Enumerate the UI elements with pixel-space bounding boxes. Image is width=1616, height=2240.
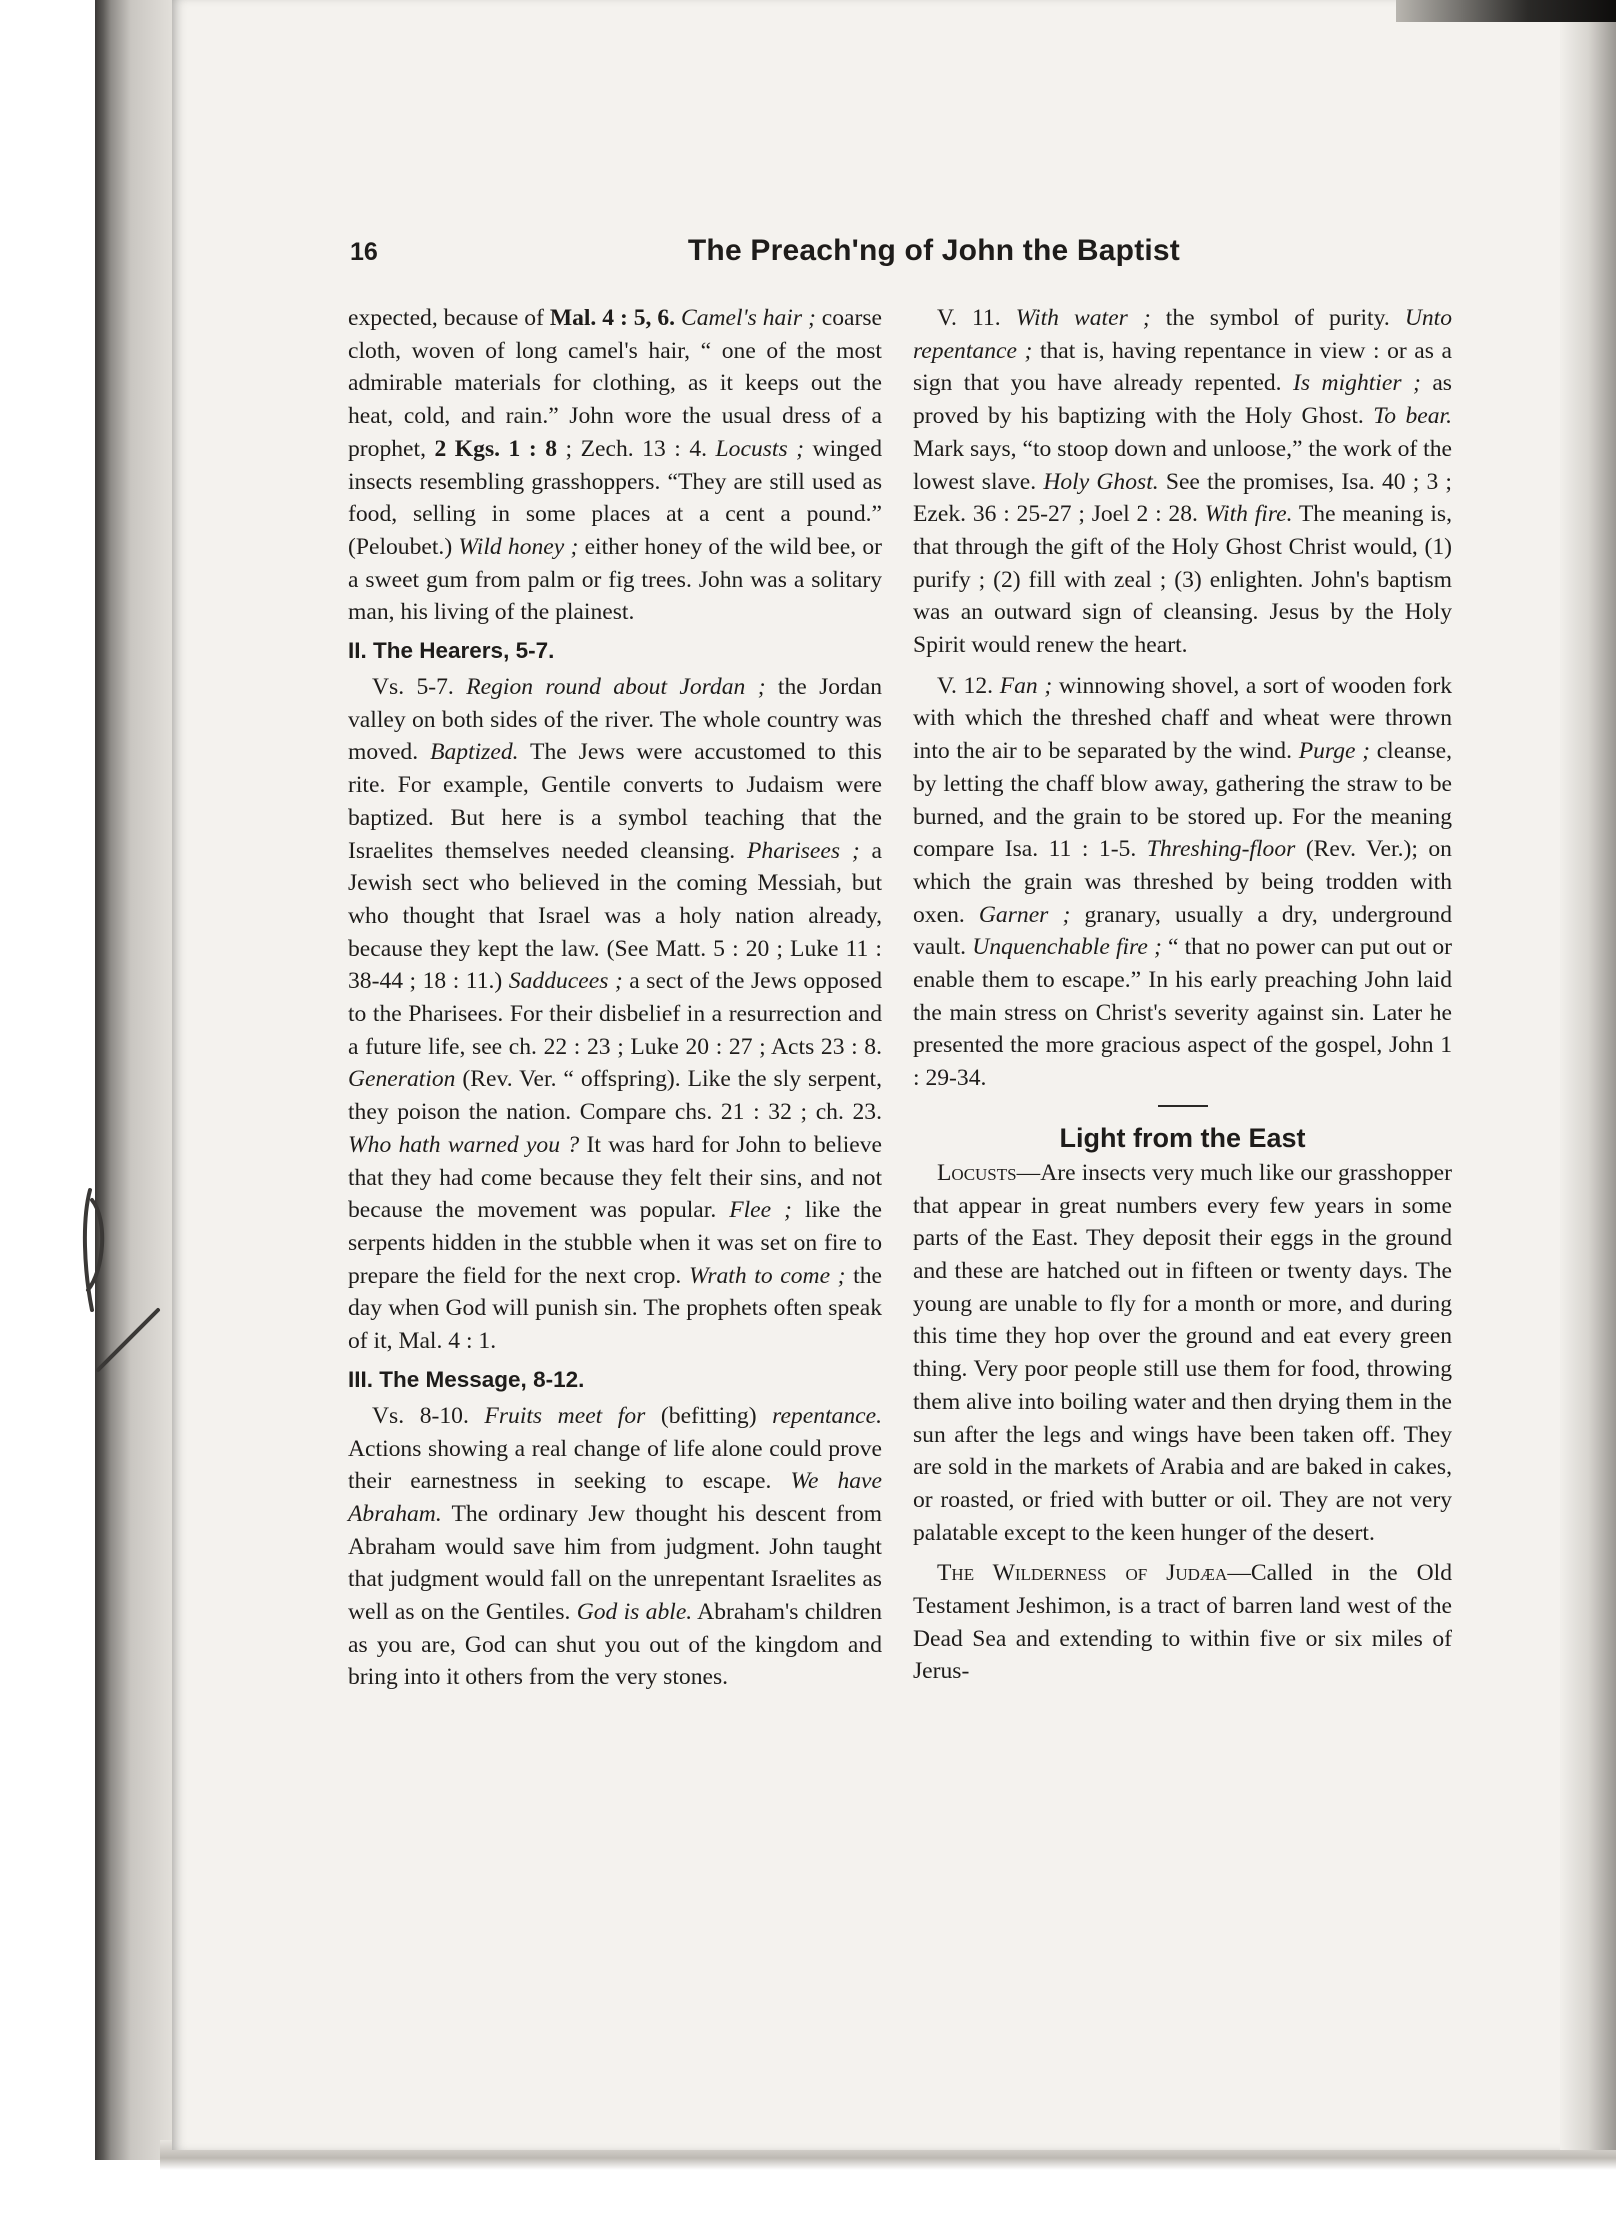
text-run: Actions showing a real change of life alone could prove their earnestness in seeking to escape. <box>348 1435 882 1495</box>
page-number: 16 <box>350 238 378 266</box>
text-run: V. 12. <box>937 672 1000 699</box>
term: Flee ; <box>729 1197 792 1224</box>
term: Generation <box>348 1066 456 1093</box>
text-run: (befitting) <box>645 1402 773 1429</box>
term: Who hath warned you ? <box>348 1131 580 1158</box>
scan-top-shadow <box>1396 0 1616 22</box>
book-page-edges <box>95 0 175 2160</box>
text-run: See the promises, Isa. 40 ; 3 ; Ezek. 36 : 25-27 ; Joel 2 : 28. <box>913 468 1452 528</box>
text-run: cleanse, by letting the chaff blow away, gathering the straw to be burned, and the grain to be stored up. For the meaning compare Isa. 11 : 1-5. <box>913 738 1453 863</box>
text-run: —Are insects very much like our grasshopper that appear in great numbers every few years in some parts of the East. They deposit their eggs in the ground and these are hatched out in fifteen or twenty days. The young are unable to fly for a month or more, and during this time they hop over the ground and eat every green thing. Very poor people still use them for food, throwing them alive into boiling water and then drying them in the sun after the legs and wings have been taken off. They are sold in the markets of Arabia and are baked in cakes, or roasted, or fried with butter or oil. They are not very palatable except to the keen hunger of the desert. <box>913 1159 1452 1546</box>
text-run: coarse cloth, woven of long camel's hair, “ one of the most admirable materials for clothing, as it keeps out the heat, cold, and rain.” John wore the usual dress of a prophet, <box>348 305 882 462</box>
right-column <box>913 302 1452 1688</box>
text-run: the day when God will punish sin. The prophets often speak of it, Mal. 4 : 1. <box>348 1262 882 1355</box>
paragraph-wilderness <box>913 1557 1452 1688</box>
term: To bear. <box>1373 403 1452 430</box>
term: Holy Ghost. <box>1043 468 1159 495</box>
text-run: a Jewish sect who believed in the coming Messiah, but who thought that Israel was a holy nation already, because they kept the law. (See Matt. 5 : 20 ; Luke 11 : 38-44 ; 18 : 11.) <box>348 837 882 995</box>
section-heading-message: III. The Message, 8-12. <box>348 1366 585 1392</box>
box-title-light-from-east: Light from the East <box>1059 1122 1306 1153</box>
term: Threshing-floor <box>1146 836 1296 863</box>
text-run: like the serpents hidden in the stubble when it was set on fire to prepare the field for the next crop. <box>348 1197 883 1289</box>
text-run: 2 Kgs. 1 : 8 <box>434 435 558 462</box>
term: Baptized. <box>430 739 519 766</box>
term: Fruits meet for <box>484 1402 646 1429</box>
text-run: winged insects resembling grasshoppers. “They are still used as food, selling in some places at a cent a pound.” (Peloubet.) <box>348 435 882 560</box>
text-run: the Jordan valley on both sides of the river. The whole country was moved. <box>348 674 882 766</box>
small-caps-term: The Wilderness of Judæa <box>937 1560 1228 1587</box>
term: Locusts ; <box>715 435 805 462</box>
term: Unto repentance ; <box>913 305 1452 364</box>
term: Unquenchable fire ; <box>972 934 1162 961</box>
term: God is able. <box>576 1599 693 1626</box>
text-run: The Jews were accustomed to this rite. For example, Gentile converts to Judaism were baptized. But here is a symbol teaching that the Israelites themselves needed cleansing. <box>348 739 882 864</box>
text-run: the symbol of purity. <box>1150 305 1405 331</box>
text-run: Vs. 8-10. <box>372 1402 485 1429</box>
text-run: (Rev. Ver. “ offspring). Like the sly serpent, they poison the nation. Compare chs. 21 : 32 ; ch. 23. <box>348 1066 882 1126</box>
text-run: that is, having repentance in view : or as a sign that you have already repented. <box>913 337 1452 397</box>
paragraph-verse-12 <box>913 670 1452 1095</box>
term: Garner ; <box>978 901 1071 928</box>
text-run: —Called in the Old Testament Jeshimon, is a tract of barren land west of the Dead Sea and extending to within five or six miles of Jerus- <box>913 1560 1452 1685</box>
section-divider <box>1158 1105 1208 1107</box>
text-run: V. 11. <box>937 305 1016 331</box>
term: Wrath to come ; <box>688 1262 846 1289</box>
term: Purge ; <box>1298 738 1371 765</box>
margin-pencil-mark <box>78 1160 168 1390</box>
text-run: either honey of the wild bee, or a sweet gum from palm or fig trees. John was a solitary man, his living of the plainest. <box>348 533 883 626</box>
text-run: expected, because of <box>348 305 550 331</box>
term: repentance. <box>772 1402 882 1429</box>
paragraph-message <box>348 1400 882 1694</box>
text-run: Abraham's children as you are, God can shut you out of the kingdom and bring into it others from the very stones. <box>348 1599 882 1691</box>
paragraph-camels-hair <box>348 302 882 629</box>
term: Pharisees ; <box>747 837 860 864</box>
term: Fan ; <box>999 672 1053 699</box>
text-run: Mark says, “to stoop down and unloose,” the work of the lowest slave. <box>913 435 1452 495</box>
text-run: The ordinary Jew thought his descent from Abraham would save him from judgment. John taught that judgment would fall on the unrepentant Israelites as well as on the Gentiles. <box>348 1500 882 1626</box>
term: With fire. <box>1204 501 1293 528</box>
term: Sadducees ; <box>508 968 623 995</box>
small-caps-term: Locusts <box>937 1159 1017 1186</box>
text-run: ; Zech. 13 : 4. <box>557 435 716 462</box>
text-run: (Rev. Ver.); on which the grain was threshed by being trodden with oxen. <box>913 836 1452 928</box>
text-run: Mal. 4 : 5, 6. <box>549 305 676 331</box>
section-heading-hearers: II. The Hearers, 5-7. <box>348 638 555 664</box>
text-run: Vs. 5-7. <box>372 674 467 701</box>
term: We have Abraham. <box>348 1468 882 1527</box>
text-run: a sect of the Jews opposed to the Pharisees. For their disbelief in a resurrection and a future life, see ch. 22 : 23 ; Luke 20 : 27 ; Acts 23 : 8. <box>348 968 882 1060</box>
left-column <box>348 302 882 1694</box>
running-title: The Preach'ng of John the Baptist <box>687 234 1180 267</box>
text-run: The meaning is, that through the gift of the Holy Ghost Christ would, (1) purify ; (2) fill with zeal ; (3) enlighten. John's baptism was an outward sign of cleansing. Jesus by the Holy Spirit would renew the heart. <box>913 501 1452 659</box>
page-right-edge <box>1560 0 1616 2150</box>
paragraph-locusts <box>913 1157 1452 1549</box>
term: With water ; <box>1015 305 1151 331</box>
text-run: as proved by his baptizing with the Holy Ghost. <box>913 370 1452 430</box>
term: Region round about Jordan ; <box>466 674 766 701</box>
text-run: granary, usually a dry, underground vault. <box>913 901 1452 961</box>
paragraph-hearers <box>348 671 882 1358</box>
text-run: winnowing shovel, a sort of wooden fork with which the threshed chaff and wheat were thrown into the air to be separated by the wind. <box>913 672 1453 765</box>
paragraph-verse-11 <box>913 302 1452 662</box>
text-run: “ that no power can put out or enable them to escape.” In his early preaching John laid the main stress on Christ's severity against sin. Later he presented the more gracious aspect of the gospel, John 1 : 29-34. <box>913 934 1452 1092</box>
page-header <box>350 234 1180 278</box>
term: Is mightier ; <box>1293 370 1421 397</box>
term: Camel's hair ; <box>680 305 816 331</box>
text-run: It was hard for John to believe that they had come because they felt their sins, and not because the movement was popular. <box>348 1131 882 1224</box>
term: Wild honey ; <box>458 533 579 560</box>
